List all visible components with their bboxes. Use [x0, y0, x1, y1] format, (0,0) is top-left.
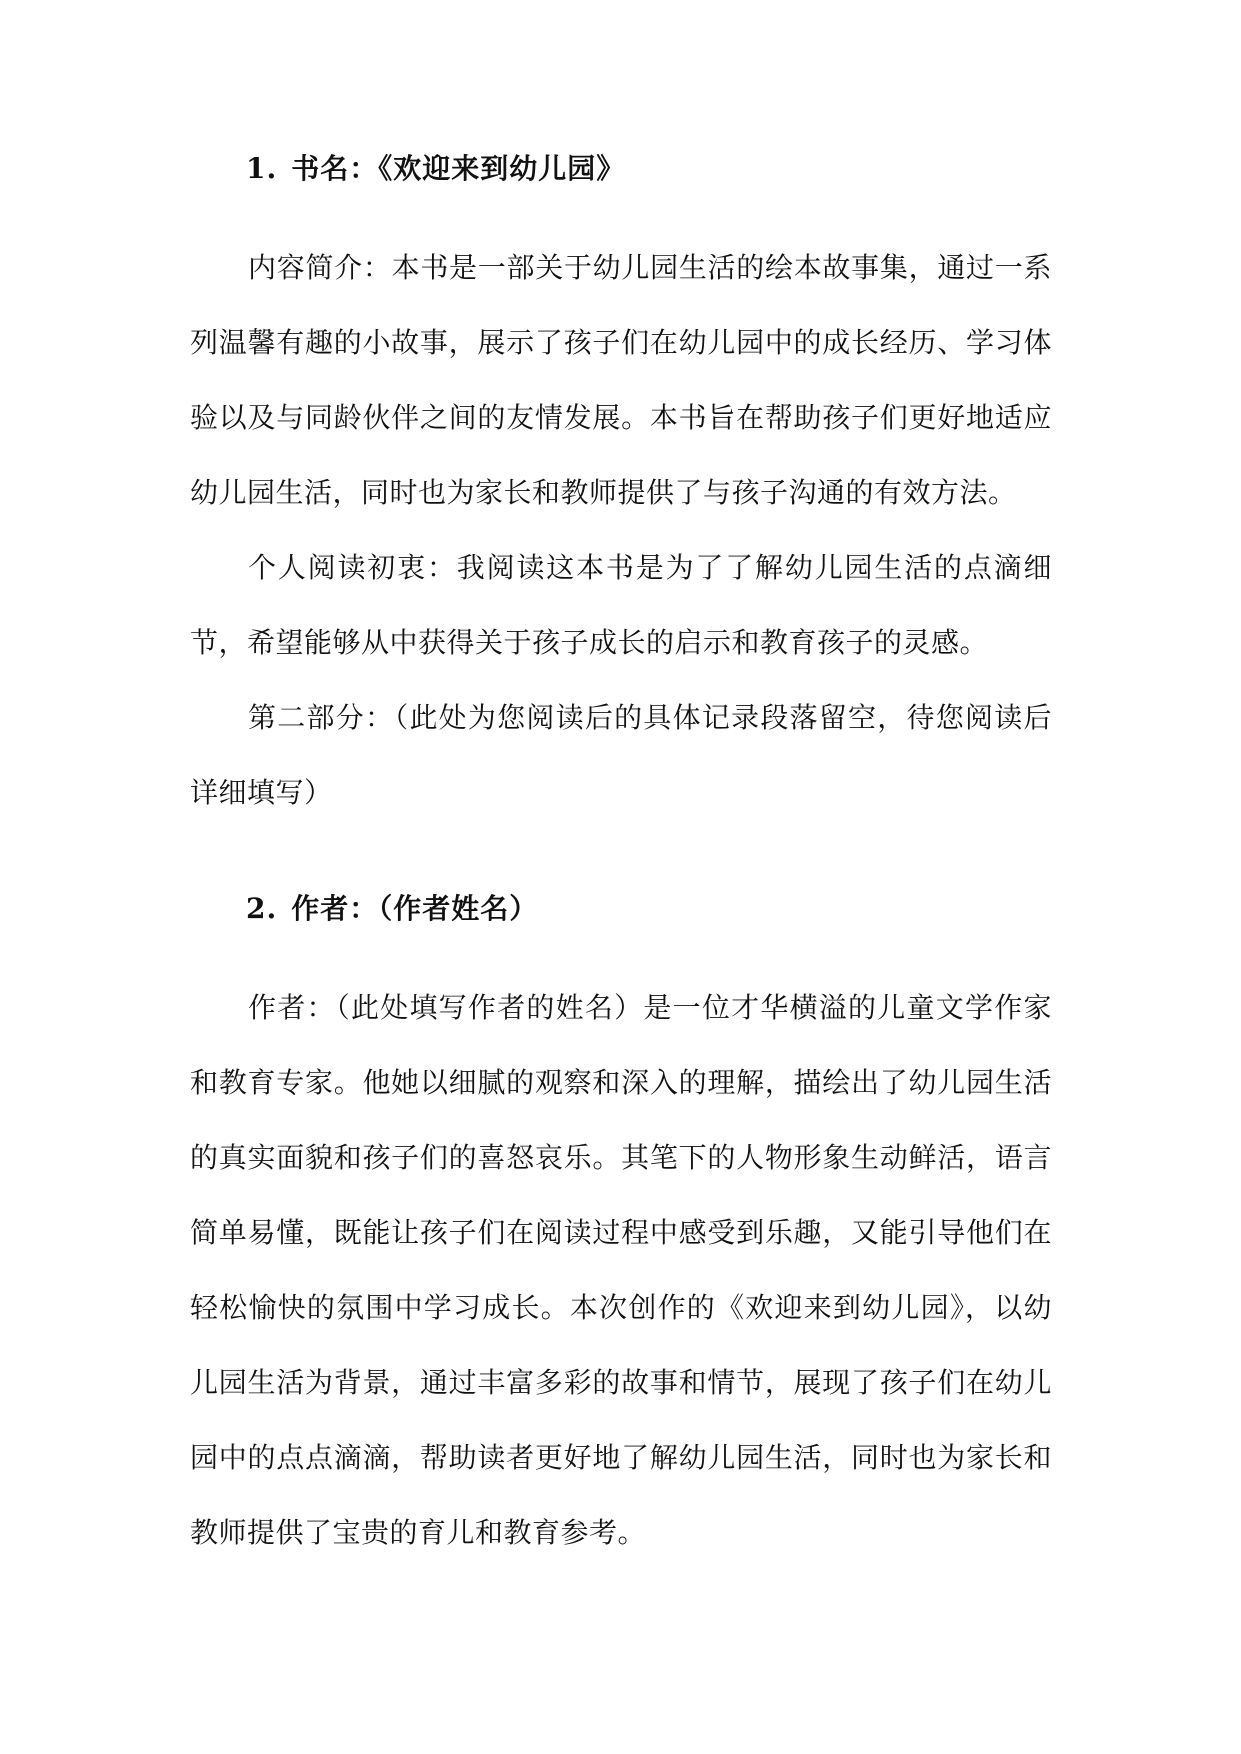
section-1-heading [190, 146, 1052, 192]
section-1-title: 书名：《欢迎来到幼儿园》 [291, 152, 626, 185]
document-content [190, 146, 1052, 1570]
section-1-number: 1. [246, 152, 278, 185]
section-2-number: 2. [246, 892, 278, 925]
part-two-paragraph: 第二部分：（此处为您阅读后的具体记录段落留空，待您阅读后详细填写） [190, 701, 1052, 809]
section-2-title: 作者：（作者姓名） [291, 892, 539, 925]
book-summary-paragraph: 内容简介：本书是一部关于幼儿园生活的绘本故事集，通过一系列温馨有趣的小故事，展示了孩子们在幼儿园中的成长经历、学习体验以及与同龄伙伴之间的友情发展。本书旨在帮助孩子们更好地适应幼儿园生活，同时也为家长和教师提供了与孩子沟通的有效方法。 [190, 251, 1052, 509]
reading-motivation-paragraph: 个人阅读初衷：我阅读这本书是为了了解幼儿园生活的点滴细节，希望能够从中获得关于孩子成长的启示和教育孩子的灵感。 [190, 551, 1052, 659]
spacer [190, 932, 1052, 970]
spacer [190, 192, 1052, 230]
section-2-heading [190, 886, 1052, 932]
section-spacer [190, 830, 1052, 886]
author-bio-paragraph: 作者：（此处填写作者的姓名）是一位才华横溢的儿童文学作家和教育专家。他她以细腻的观察和深入的理解，描绘出了幼儿园生活的真实面貌和孩子们的喜怒哀乐。其笔下的人物形象生动鲜活，语言简单易懂，既能让孩子们在阅读过程中感受到乐趣，又能引导他们在轻松愉快的氛围中学习成长。本次创作的《欢迎来到幼儿园》，以幼儿园生活为背景，通过丰富多彩的故事和情节，展现了孩子们在幼儿园中的点点滴滴，帮助读者更好地了解幼儿园生活，同时也为家长和教师提供了宝贵的育儿和教育参考。 [190, 991, 1052, 1549]
